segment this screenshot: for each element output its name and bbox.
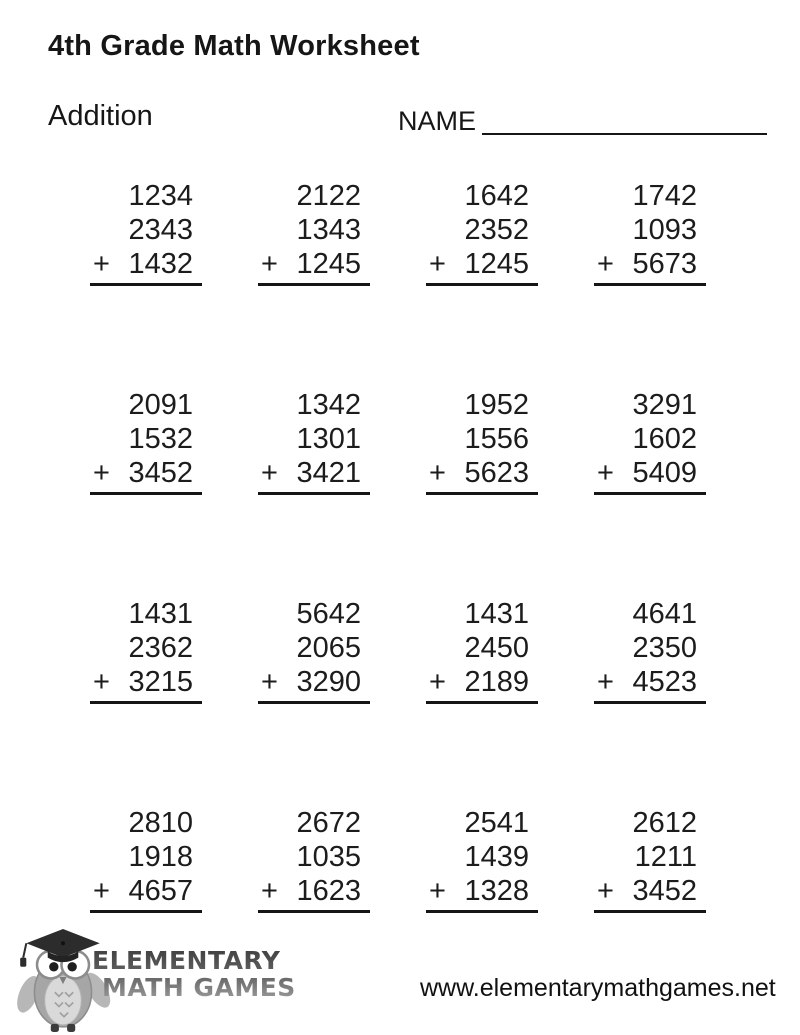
- addend-1: 1642: [464, 180, 529, 212]
- addend-3: 3290: [296, 666, 361, 698]
- addend-2: 1211: [634, 841, 697, 873]
- plus-sign: +: [261, 248, 278, 280]
- addend-2: 2362: [128, 632, 193, 664]
- addend-3: 4523: [632, 666, 697, 698]
- plus-sign: +: [93, 457, 110, 489]
- problem-10: [258, 597, 370, 704]
- plus-sign: +: [261, 457, 278, 489]
- plus-sign: +: [93, 666, 110, 698]
- website-url: www.elementarymathgames.net: [420, 974, 776, 1002]
- problem-11: [426, 597, 538, 704]
- addend-2: 1556: [464, 423, 529, 455]
- addend-3: 1245: [464, 248, 529, 280]
- addend-3: 2189: [464, 666, 529, 698]
- problem-12: [594, 597, 706, 704]
- addend-3: 1432: [128, 248, 193, 280]
- addend-3: 4657: [128, 875, 193, 907]
- addend-2: 2343: [128, 214, 193, 246]
- problem-8: [594, 388, 706, 495]
- addend-1: 1742: [632, 180, 697, 212]
- plus-sign: +: [597, 875, 614, 907]
- problem-13: [90, 806, 202, 913]
- addend-1: 2810: [128, 807, 193, 839]
- addend-1: 2091: [128, 389, 193, 421]
- addend-1: 4641: [632, 598, 697, 630]
- plus-sign: +: [93, 875, 110, 907]
- addend-2: 2065: [296, 632, 361, 664]
- addend-2: 2350: [632, 632, 697, 664]
- addend-1: 1234: [128, 180, 193, 212]
- problem-16: [594, 806, 706, 913]
- addend-1: 2122: [296, 180, 361, 212]
- addend-3: 5623: [464, 457, 529, 489]
- page-title: 4th Grade Math Worksheet: [48, 30, 420, 62]
- addend-3: 1328: [464, 875, 529, 907]
- addend-3: 5409: [632, 457, 697, 489]
- plus-sign: +: [261, 875, 278, 907]
- problems-grid: [90, 179, 706, 913]
- addend-3: 5673: [632, 248, 697, 280]
- addend-2: 1602: [632, 423, 697, 455]
- problem-2: [258, 179, 370, 286]
- addend-3: 3215: [128, 666, 193, 698]
- addend-3: 3452: [128, 457, 193, 489]
- plus-sign: +: [597, 457, 614, 489]
- addend-1: 1431: [464, 598, 529, 630]
- addend-1: 3291: [632, 389, 697, 421]
- addend-1: 1431: [128, 598, 193, 630]
- problem-1: [90, 179, 202, 286]
- addend-3: 3452: [632, 875, 697, 907]
- addend-3: 3421: [296, 457, 361, 489]
- name-label: NAME: [398, 106, 477, 136]
- logo-wordmark: [92, 947, 296, 1001]
- addend-1: 2541: [464, 807, 529, 839]
- plus-sign: +: [429, 457, 446, 489]
- logo-line-2: MATH GAMES: [102, 973, 296, 1002]
- addend-2: 1035: [296, 841, 361, 873]
- addend-2: 1301: [296, 423, 361, 455]
- problem-14: [258, 806, 370, 913]
- problem-9: [90, 597, 202, 704]
- addend-2: 1532: [128, 423, 193, 455]
- addend-1: 1952: [464, 389, 529, 421]
- plus-sign: +: [429, 666, 446, 698]
- addend-3: 1623: [296, 875, 361, 907]
- plus-sign: +: [429, 248, 446, 280]
- plus-sign: +: [429, 875, 446, 907]
- addend-2: 1093: [632, 214, 697, 246]
- problem-5: [90, 388, 202, 495]
- problem-4: [594, 179, 706, 286]
- addend-2: 1343: [296, 214, 361, 246]
- addend-3: 1245: [296, 248, 361, 280]
- addend-2: 1918: [128, 841, 193, 873]
- plus-sign: +: [597, 666, 614, 698]
- name-blank-line[interactable]: [482, 133, 767, 135]
- addend-2: 2352: [464, 214, 529, 246]
- plus-sign: +: [597, 248, 614, 280]
- worksheet-topic: Addition: [48, 100, 153, 132]
- addend-1: 5642: [296, 598, 361, 630]
- plus-sign: +: [261, 666, 278, 698]
- logo-line-1: ELEMENTARY: [92, 946, 281, 975]
- problem-3: [426, 179, 538, 286]
- addend-2: 1439: [464, 841, 529, 873]
- problem-15: [426, 806, 538, 913]
- addend-1: 2672: [296, 807, 361, 839]
- addend-1: 2612: [632, 807, 697, 839]
- addend-1: 1342: [296, 389, 361, 421]
- name-field-row: [398, 104, 767, 138]
- addend-2: 2450: [464, 632, 529, 664]
- problem-7: [426, 388, 538, 495]
- plus-sign: +: [93, 248, 110, 280]
- problem-6: [258, 388, 370, 495]
